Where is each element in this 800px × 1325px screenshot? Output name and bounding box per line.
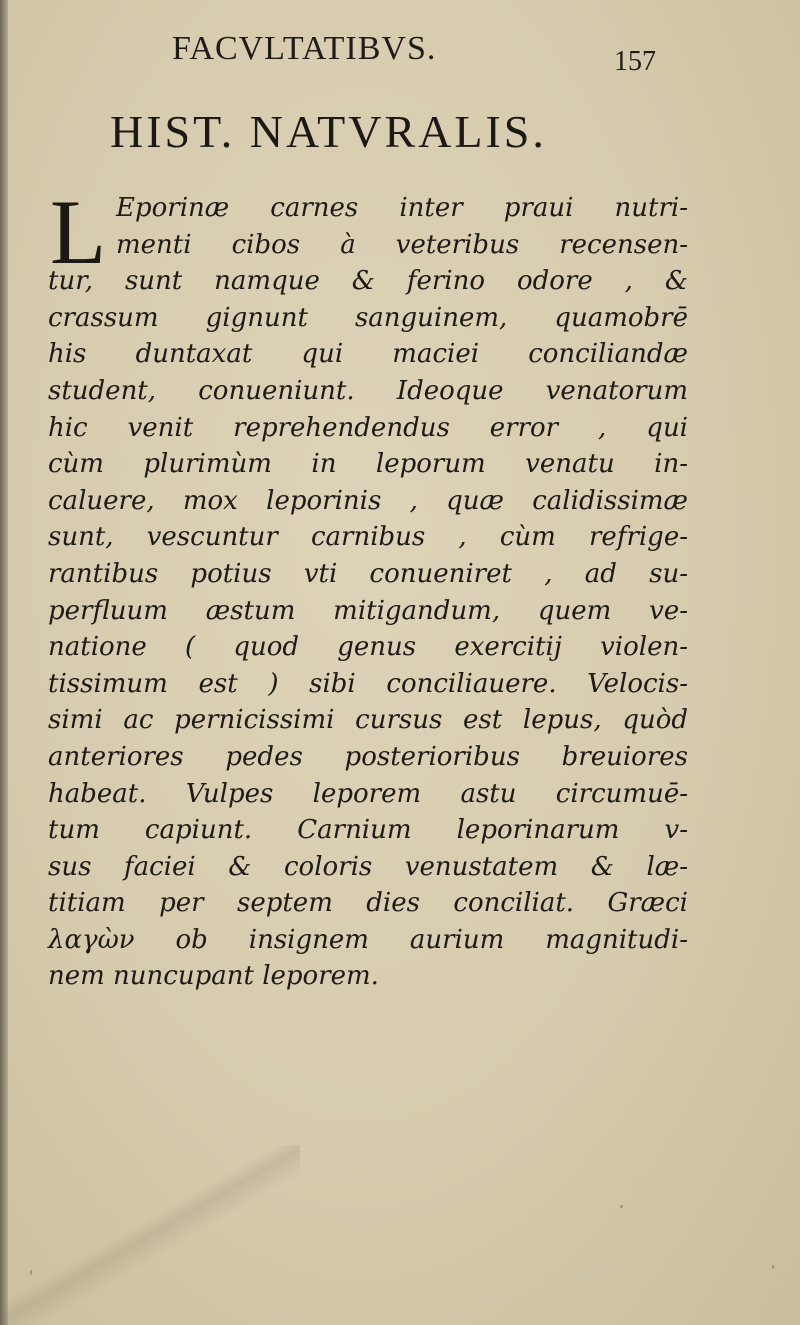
text-line: Eporinæ carnes inter praui nutri- [116,193,688,223]
text-line: sunt, vescuntur carnibus , cùm refrige- [48,522,688,553]
text-line: hic venit reprehendendus error , qui [48,412,688,443]
running-title: FACVLTATIBVS. [172,30,437,67]
text-line: sus faciei & coloris venustatem & læ- [48,851,688,882]
body-paragraph [48,181,688,995]
text-line: titiam per septem dies conciliat. Græci [48,888,688,919]
text-line: crassum gignunt sanguinem, quamobrē [48,302,688,333]
text-line: rantibus potius vti conueniret , ad su- [48,558,688,589]
text-line: tur, sunt namque & ferino odore , & [48,266,688,297]
paper-speck [772,1265,774,1269]
text-line: simi ac pernicissimi cursus est lepus, quòd [48,705,688,736]
paper-speck [620,1205,623,1208]
text-line: anteriores pedes posterioribus breuiores [48,741,688,772]
paper-speck [30,1270,32,1275]
text-line: tissimum est ) sibi conciliauere. Velocis- [48,668,688,699]
page-number: 157 [614,46,656,77]
text-line: student, conueniunt. Ideoque venatorum [48,375,688,406]
text-line: natione ( quod genus exercitij violen- [48,632,688,663]
text-line: cùm plurimùm in leporum venatu in- [48,449,688,480]
text-line: nem nuncupant leporem. [48,961,379,992]
text-line: λαγὼν ob insignem aurium magnitudi- [48,924,688,955]
text-line: habeat. Vulpes leporem astu circumuē- [48,778,688,809]
text-line: caluere, mox leporinis , quæ calidissimæ [48,485,688,516]
text-line: menti cibos à veteribus recensen- [116,229,688,260]
text-line: perfluum æstum mitigandum, quem ve- [48,595,688,626]
text-line: his duntaxat qui maciei conciliandæ [48,339,688,370]
text-line: tum capiunt. Carnium leporinarum v- [48,815,688,846]
drop-cap: L [50,181,107,283]
paper-crease [0,1145,300,1325]
page-binding-edge [0,0,8,1325]
section-heading: HIST. NATVRALIS. [110,106,547,157]
